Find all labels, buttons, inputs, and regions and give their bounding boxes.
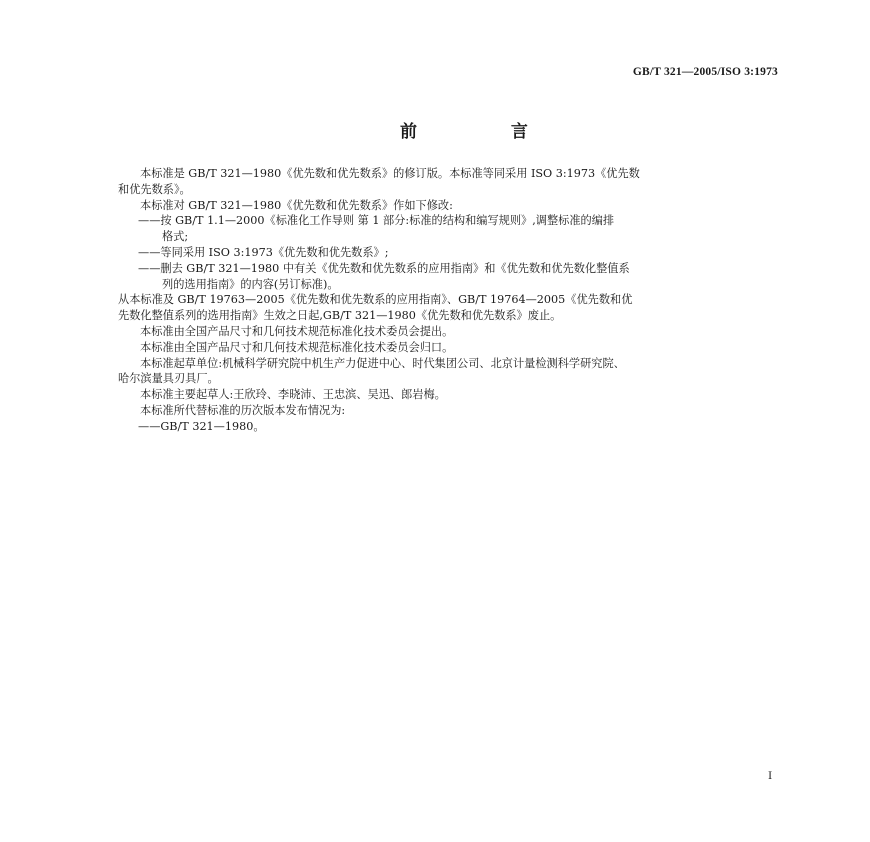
- paragraph-line: 本标准对 GB/T 321—1980《优先数和优先数系》作如下修改:: [140, 198, 453, 212]
- paragraph-line: 哈尔滨量具刃具厂。: [118, 372, 219, 386]
- paragraph-line: 先数化整值系列的选用指南》生效之日起,GB/T 321—1980《优先数和优先数系》废止。: [118, 309, 562, 323]
- paragraph-line: 和优先数系》。: [118, 182, 191, 196]
- list-item-line: ——按 GB/T 1.1—2000《标准化工作导则 第 1 部分:标准的结构和编写规则》,调整标准的编排: [138, 214, 615, 228]
- paragraph-line: 本标准主要起草人:王欣玲、李晓沛、王忠滨、吴迅、郎岩梅。: [140, 388, 446, 402]
- list-item-line: ——等同采用 ISO 3:1973《优先数和优先数系》;: [138, 245, 389, 259]
- foreword-body: [118, 166, 798, 435]
- paragraph-line: 本标准起草单位:机械科学研究院中机生产力促进中心、时代集团公司、北京计量检测科学研究院、: [140, 356, 625, 370]
- list-item-line: ——删去 GB/T 321—1980 中有关《优先数和优先数系的应用指南》和《优先数和优先数化整值系: [138, 261, 630, 275]
- page-title: 前 言: [400, 122, 572, 142]
- paragraph-line: 从本标准及 GB/T 19763—2005《优先数和优先数系的应用指南》、GB/T 19764—2005《优先数和优: [118, 293, 633, 307]
- paragraph-line: 本标准由全国产品尺寸和几何技术规范标准化技术委员会提出。: [140, 324, 454, 338]
- standard-code-header: GB/T 321—2005/ISO 3:1973: [632, 66, 778, 78]
- list-item-continuation: 格式;: [162, 230, 189, 244]
- page-number: I: [768, 770, 773, 782]
- list-item-line: ——GB/T 321—1980。: [138, 419, 265, 433]
- paragraph-line: 本标准所代替标准的历次版本发布情况为:: [140, 403, 346, 417]
- paragraph-line: 本标准由全国产品尺寸和几何技术规范标准化技术委员会归口。: [140, 340, 454, 354]
- list-item-continuation: 列的选用指南》的内容(另订标准)。: [162, 277, 339, 291]
- paragraph-line: 本标准是 GB/T 321—1980《优先数和优先数系》的修订版。本标准等同采用 ISO 3:1973《优先数: [140, 167, 640, 180]
